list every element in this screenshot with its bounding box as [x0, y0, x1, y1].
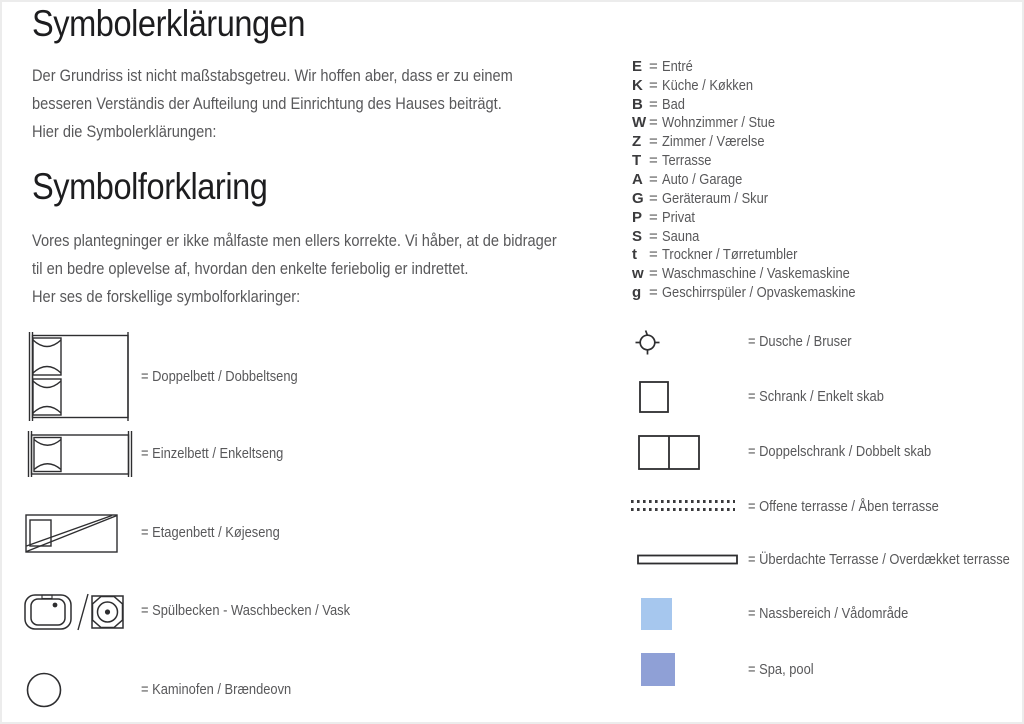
abbrev-letter: W	[632, 114, 647, 132]
abbreviation-row	[632, 208, 887, 227]
bunk-bed-label: = Etagenbett / Køjeseng	[141, 524, 280, 541]
abbreviation-row	[632, 114, 887, 133]
abbrev-letter: Z	[632, 133, 642, 151]
abbrev-letter: t	[632, 246, 637, 264]
danish-intro-line2: til en bedre oplevelse af, hvordan den enkelte feriebolig er indrettet.	[32, 259, 469, 278]
equals-sign: =	[649, 57, 658, 75]
abbrev-meaning: Entré	[662, 57, 693, 75]
abbrev-letter: G	[632, 189, 644, 207]
abbreviation-row	[632, 283, 887, 302]
sink-washbasin-label: = Spülbecken - Waschbecken / Vask	[141, 602, 351, 619]
equals-sign: =	[649, 227, 658, 245]
bunk-bed-icon	[25, 513, 119, 554]
double-closet-icon	[638, 435, 700, 470]
double-bed-icon	[28, 332, 130, 421]
equals-sign: =	[649, 189, 658, 207]
open-terrace-icon	[631, 499, 735, 513]
abbrev-meaning: Auto / Garage	[662, 170, 743, 188]
single-closet-label: = Schrank / Enkelt skab	[748, 388, 884, 405]
double-bed-label: = Doppelbett / Dobbeltseng	[141, 368, 298, 385]
abbreviation-row	[632, 151, 887, 170]
abbreviation-row	[632, 95, 887, 114]
equals-sign: =	[649, 152, 658, 170]
equals-sign: =	[649, 246, 658, 264]
wet-area-swatch	[641, 598, 672, 630]
abbrev-letter: A	[632, 170, 643, 188]
equals-sign: =	[649, 76, 658, 94]
shower-drain-icon	[634, 329, 661, 356]
equals-sign: =	[649, 265, 658, 283]
abbrev-letter: g	[632, 284, 642, 302]
abbrev-meaning: Waschmaschine / Vaskemaskine	[662, 265, 850, 283]
german-intro	[32, 62, 591, 146]
double-closet-label: = Doppelschrank / Dobbelt skab	[748, 443, 932, 460]
abbrev-meaning: Sauna	[662, 227, 700, 245]
abbrev-meaning: Terrasse	[662, 152, 712, 170]
single-closet-icon	[639, 381, 669, 413]
abbrev-meaning: Bad	[662, 95, 685, 113]
german-intro-line3: Hier die Symbolerklärungen:	[32, 122, 217, 141]
abbrev-meaning: Küche / Køkken	[662, 76, 754, 94]
abbreviation-legend	[632, 57, 887, 302]
abbrev-letter: K	[632, 76, 643, 94]
danish-intro-line1: Vores plantegninger er ikke målfaste men ellers korrekte. Vi håber, at de bidrager	[32, 231, 557, 250]
equals-sign: =	[649, 114, 658, 132]
wood-stove-icon	[26, 672, 62, 708]
covered-terrace-icon	[637, 554, 738, 565]
abbreviation-row	[632, 132, 887, 151]
danish-intro	[32, 227, 642, 311]
wet-area-label: = Nassbereich / Vådområde	[748, 605, 909, 622]
abbreviation-row	[632, 189, 887, 208]
single-bed-icon	[27, 431, 133, 477]
spa-pool-label: = Spa, pool	[748, 661, 814, 678]
danish-title: Symbolforklaring	[32, 166, 268, 207]
abbreviation-row	[632, 227, 887, 246]
german-intro-line1: Der Grundriss ist nicht maßstabsgetreu. Wir hoffen aber, dass er zu einem	[32, 66, 513, 85]
equals-sign: =	[649, 284, 658, 302]
abbreviation-row	[632, 264, 887, 283]
abbrev-meaning: Trockner / Tørretumbler	[662, 246, 798, 264]
equals-sign: =	[649, 95, 658, 113]
abbrev-meaning: Privat	[662, 208, 695, 226]
abbrev-letter: w	[632, 265, 644, 283]
abbreviation-row	[632, 76, 887, 95]
spa-pool-swatch	[641, 653, 675, 686]
danish-intro-line3: Her ses de forskellige symbolforklaringer:	[32, 287, 301, 306]
abbreviation-row	[632, 245, 887, 264]
german-title: Symbolerklärungen	[32, 3, 306, 44]
sink-washbasin-icon	[24, 590, 128, 634]
abbrev-meaning: Geschirrspüler / Opvaskemaskine	[662, 284, 856, 302]
abbrev-letter: B	[632, 95, 643, 113]
equals-sign: =	[649, 133, 658, 151]
open-terrace-label: = Offene terrasse / Åben terrasse	[748, 498, 939, 515]
abbreviation-row	[632, 170, 887, 189]
equals-sign: =	[649, 208, 658, 226]
german-intro-line2: besseren Verständis der Aufteilung und Einrichtung des Hauses beiträgt.	[32, 94, 502, 113]
abbrev-letter: E	[632, 57, 643, 75]
single-bed-label: = Einzelbett / Enkeltseng	[141, 445, 284, 462]
abbrev-letter: P	[632, 208, 643, 226]
abbrev-letter: S	[632, 227, 643, 245]
covered-terrace-label: = Überdachte Terrasse / Overdækket terrasse	[748, 551, 1010, 568]
abbrev-meaning: Geräteraum / Skur	[662, 189, 769, 207]
wood-stove-label: = Kaminofen / Brændeovn	[141, 681, 292, 698]
equals-sign: =	[649, 170, 658, 188]
abbrev-letter: T	[632, 152, 642, 170]
abbrev-meaning: Wohnzimmer / Stue	[662, 114, 776, 132]
shower-drain-label: = Dusche / Bruser	[748, 333, 852, 350]
abbrev-meaning: Zimmer / Værelse	[662, 133, 765, 151]
abbreviation-row	[632, 57, 887, 76]
